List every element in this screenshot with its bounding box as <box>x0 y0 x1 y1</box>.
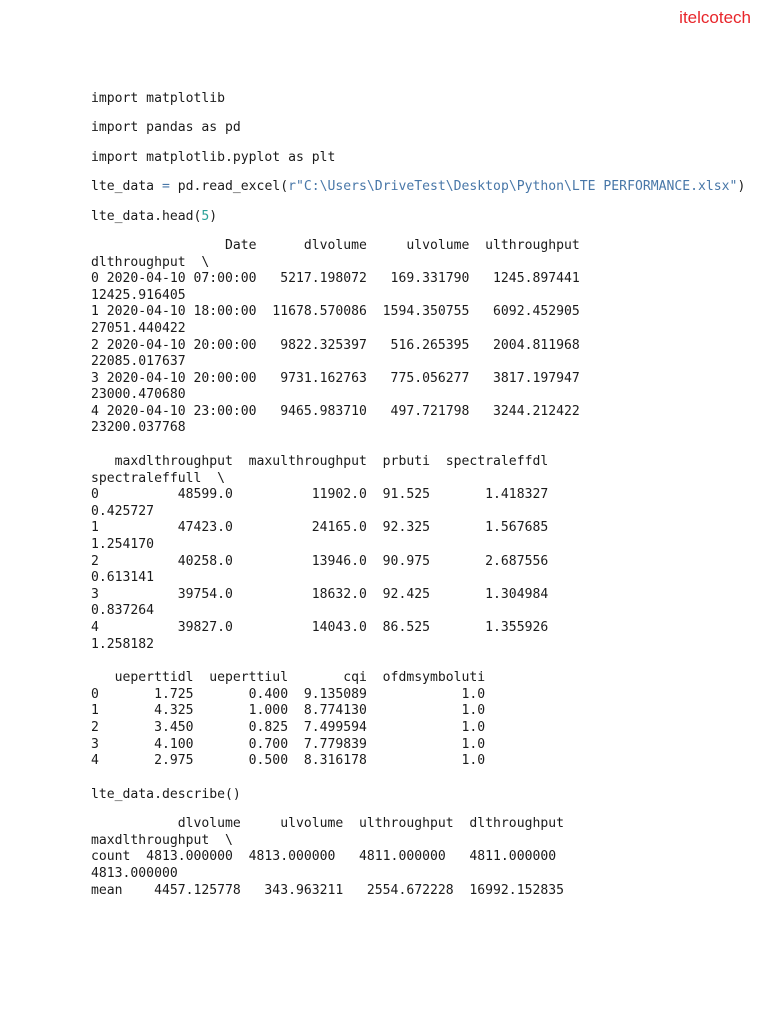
code-line-head <box>91 209 751 226</box>
code-line-import-matplotlib: import matplotlib <box>91 91 226 106</box>
code-token-head-call: lte_data.head( <box>91 208 202 224</box>
output-head-table-part-2: maxdlthroughput maxulthroughput prbuti spectraleffdl spectraleffull \ 0 48599.0 11902.0 91.525 1.418327 0.425727 1 47423.0 24165.0 92.325 1.567685 1.254170 2 40258.0 13946.0 90.975 2.687556 0.613141 3 39754.0 18632.0 92.425 1.304984 0.837264 4 39827.0 14043.0 86.525 1.355926 1.258182 <box>91 454 549 652</box>
code-token-head-close: ) <box>209 208 218 224</box>
code-line-read-excel <box>91 179 751 196</box>
brand-logo-text: itelcotech <box>679 8 751 27</box>
code-line-import-pyplot: import matplotlib.pyplot as plt <box>91 149 336 165</box>
code-line-import-pandas: import pandas as pd <box>91 120 241 136</box>
code-token-variable: lte_data <box>91 179 162 195</box>
code-token-operator: = <box>161 179 170 195</box>
code-line-describe: lte_data.describe() <box>91 786 241 802</box>
output-describe-table: dlvolume ulvolume ulthroughput dlthroughput maxdlthroughput \ count 4813.000000 4813.000000 4811.000000 4811.000000 4813.000000 mean 4457.125778 343.963211 2554.672228 16992.152835 <box>91 816 564 898</box>
code-token-number: 5 <box>201 208 210 224</box>
output-head-table-part-3: ueperttidl ueperttiul cqi ofdmsymboluti 0 1.725 0.400 9.135089 1.0 1 4.325 1.000 8.774130 1.0 2 3.450 0.825 7.499594 1.0 3 4.100 0.700 7.779839 1.0 4 2.975 0.500 8.316178 1.0 <box>91 670 486 769</box>
notebook-document <box>91 91 751 916</box>
code-token-path-string: r"C:\Users\DriveTest\Desktop\Python\LTE PERFORMANCE.xlsx" <box>288 179 738 195</box>
output-head-table-part-1: Date dlvolume ulvolume ulthroughput dlthroughput \ 0 2020-04-10 07:00:00 5217.198072 169.331790 1245.897441 12425.916405 1 2020-04-10 18:00:00 11678.570086 1594.350755 6092.452905 27051.440422 2 2020-04-10 20:00:00 9822.325397 516.265395 2004.811968 22085.017637 3 2020-04-10 20:00:00 9731.162763 775.056277 3817.197947 23000.470680 4 2020-04-10 23:00:00 9465.983710 497.721798 3244.212422 23200.037768 <box>91 237 580 436</box>
code-token-call: pd.read_excel( <box>169 179 289 195</box>
code-token-close: ) <box>737 179 746 195</box>
